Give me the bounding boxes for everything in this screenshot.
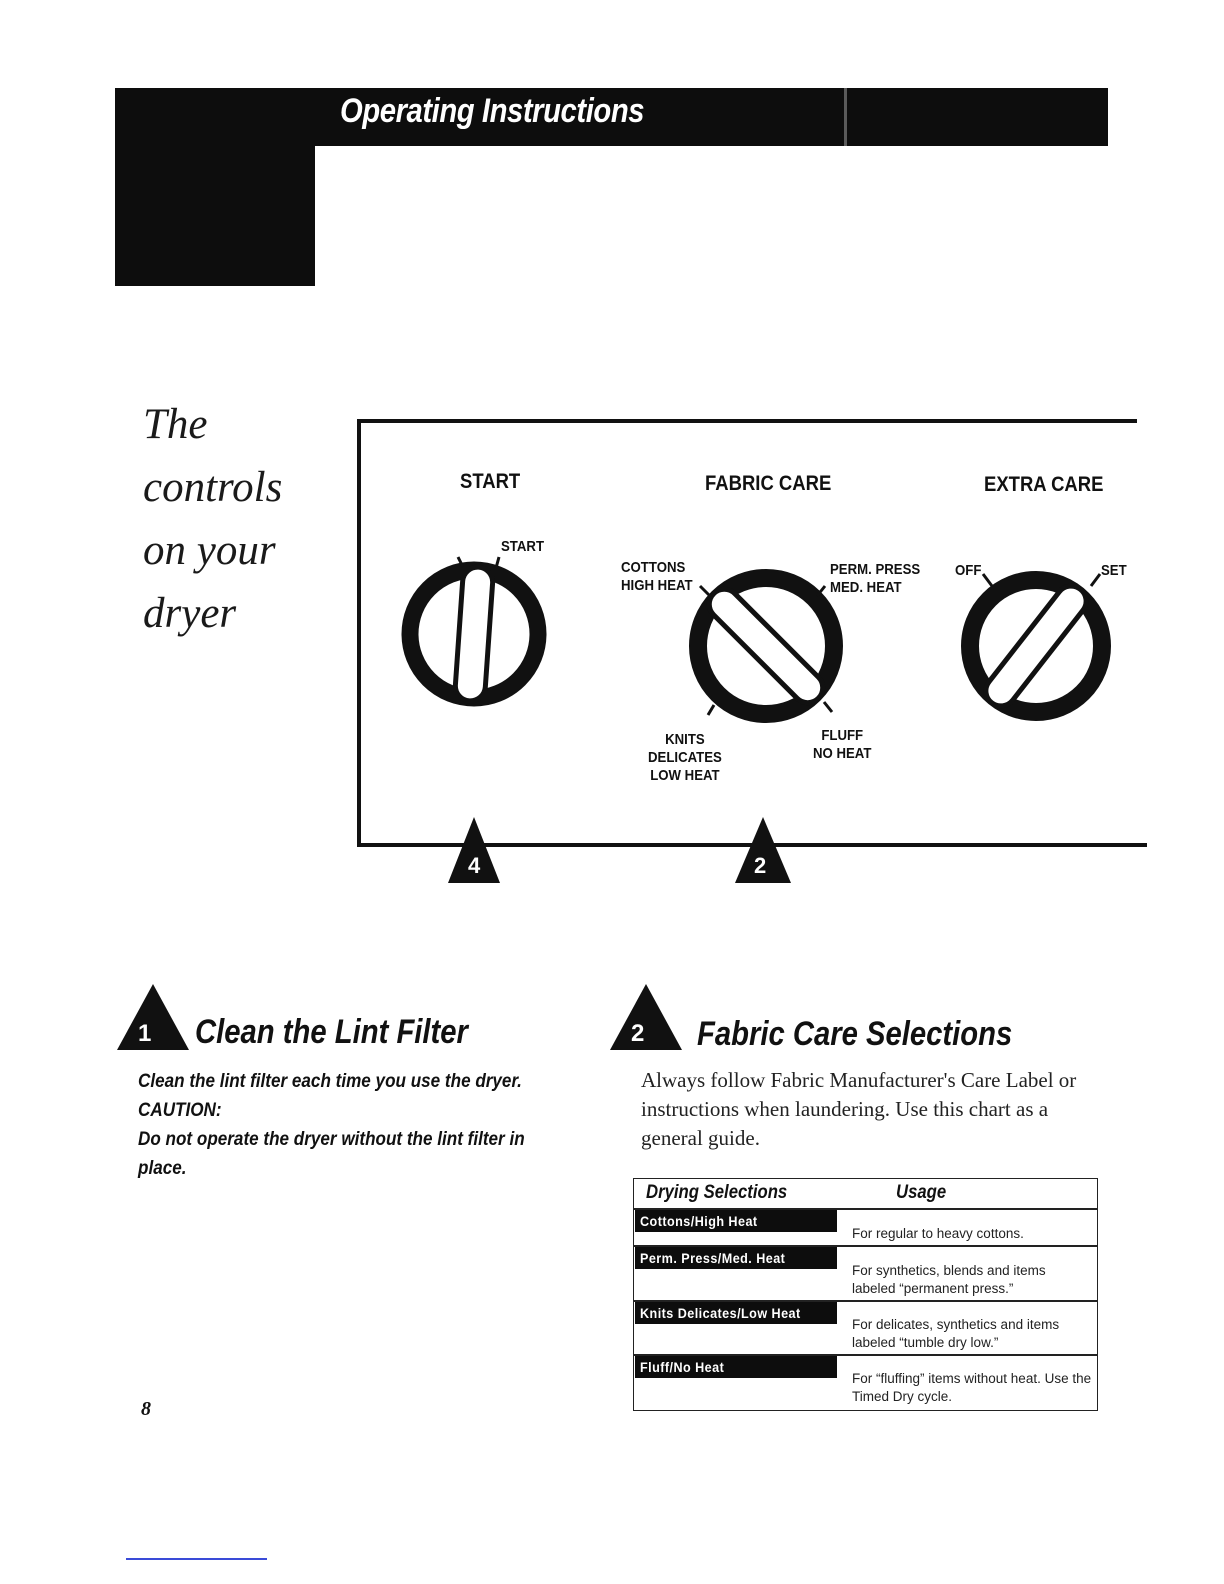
panel-left-border <box>357 419 361 847</box>
start-knob[interactable] <box>395 555 555 715</box>
off-label: OFF <box>955 562 982 579</box>
fabric-care-heading: FABRIC CARE <box>705 472 832 495</box>
lint-filter-text <box>138 1067 561 1183</box>
set-label: SET <box>1101 562 1127 579</box>
caution-text: Do not operate the dryer without the lint filter in place. <box>138 1129 525 1179</box>
usage-text: For synthetics, blends and items labeled “permanent press.” <box>852 1263 1046 1296</box>
table-row <box>635 1247 837 1269</box>
intro-line: The <box>143 401 208 448</box>
panel-top-border <box>357 419 1137 423</box>
page-number: 8 <box>141 1398 151 1420</box>
table-row <box>635 1356 837 1378</box>
caution-label: CAUTION: <box>138 1100 222 1121</box>
marker-4-label: 4 <box>468 853 481 878</box>
usage-text: For regular to heavy cottons. <box>852 1226 1024 1241</box>
section-1-number: 1 <box>138 1020 152 1047</box>
intro-heading <box>143 393 343 645</box>
table-row <box>635 1302 837 1324</box>
section-2-number: 2 <box>631 1020 645 1047</box>
selection-label: Perm. Press/Med. Heat <box>640 1250 786 1266</box>
section-2-warning-icon <box>608 982 684 1052</box>
header-divider <box>844 88 847 146</box>
intro-line: on your <box>143 527 276 574</box>
extra-care-heading: EXTRA CARE <box>984 473 1104 496</box>
intro-line: dryer <box>143 590 237 637</box>
perm-press-label: PERM. PRESS MED. HEAT <box>830 561 921 596</box>
cottons-label: COTTONS HIGH HEAT <box>621 559 693 594</box>
knits-label: KNITS DELICATES LOW HEAT <box>648 731 722 784</box>
page-title: Operating Instructions <box>340 92 645 130</box>
table-row <box>635 1210 837 1232</box>
section-1-warning-icon <box>115 982 191 1052</box>
fabric-care-intro: Always follow Fabric Manufacturer's Care Label or instructions when laundering. Use this chart as a general guide. <box>641 1068 1077 1150</box>
bottom-rule <box>126 1558 267 1560</box>
usage-text: For “fluffing” items without heat. Use the Timed Dry cycle. <box>852 1371 1092 1404</box>
lint-instruction: Clean the lint filter each time you use the dryer. <box>138 1071 522 1092</box>
intro-line: controls <box>143 464 283 511</box>
start-heading: START <box>460 470 521 493</box>
table-header-usage: Usage <box>896 1182 947 1203</box>
usage-text: For delicates, synthetics and items labeled “tumble dry low.” <box>852 1317 1060 1350</box>
fabric-care-knob[interactable] <box>680 560 855 735</box>
start-knob-label: START <box>501 538 545 555</box>
marker-2-label: 2 <box>754 853 767 878</box>
fabric-care-selections-heading: Fabric Care Selections <box>697 1015 1013 1053</box>
selection-label: Knits Delicates/Low Heat <box>640 1305 801 1321</box>
lint-filter-heading: Clean the Lint Filter <box>195 1013 468 1051</box>
fluff-label: FLUFF NO HEAT <box>813 727 872 762</box>
table-header-selections: Drying Selections <box>646 1182 788 1203</box>
selection-label: Cottons/High Heat <box>640 1213 758 1229</box>
selection-label: Fluff/No Heat <box>640 1359 725 1375</box>
extra-care-knob[interactable] <box>950 560 1125 735</box>
